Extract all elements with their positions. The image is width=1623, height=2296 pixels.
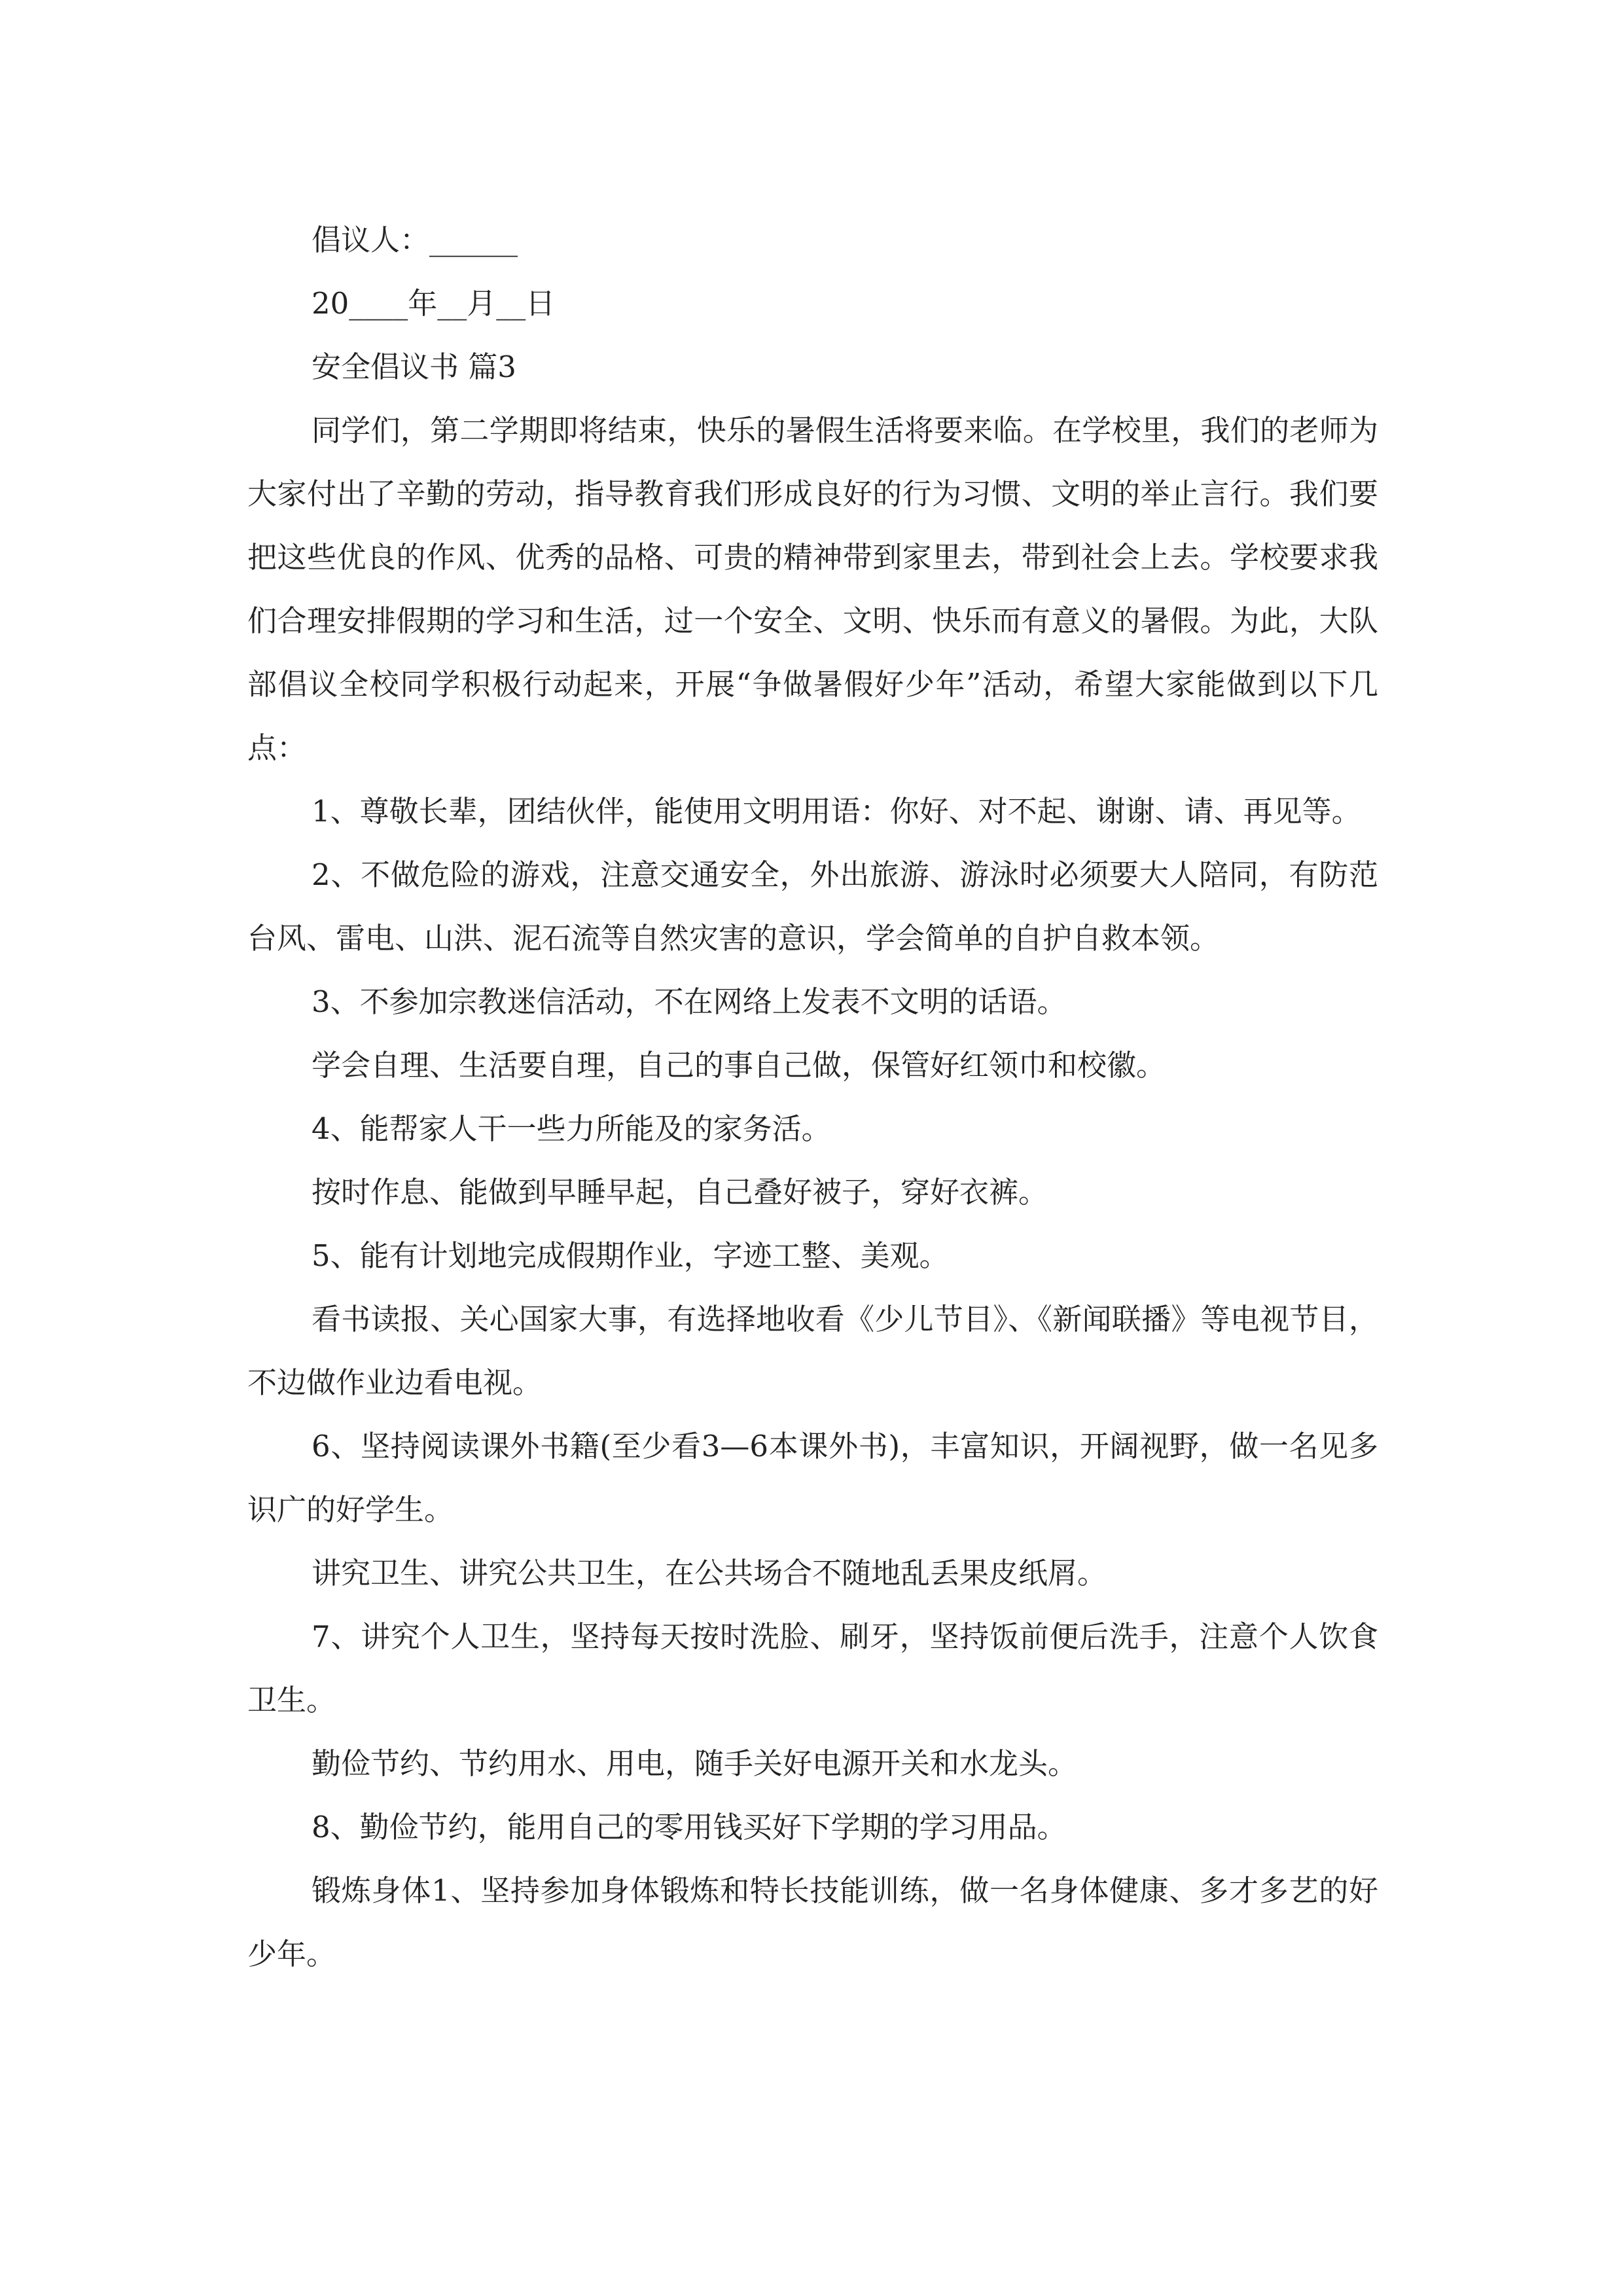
paragraph-self-care: 学会自理、生活要自理，自己的事自己做，保管好红领巾和校徽。 [312,1048,1166,1083]
paragraph-item-6: 6、坚持阅读课外书籍(至少看3—6本课外书)，丰富知识，开阔视野，做一名见多识广的好学生。 [247,1429,1378,1527]
paragraph-item-5: 5、能有计划地完成假期作业，字迹工整、美观。 [312,1238,949,1273]
paragraph-item-3: 3、不参加宗教迷信活动，不在网络上发表不文明的话语。 [312,984,1067,1019]
document-page [247,208,1378,1986]
paragraph-schedule: 按时作息、能做到早睡早起，自己叠好被子，穿好衣裤。 [312,1175,1048,1210]
paragraph-item-1: 1、尊敬长辈，团结伙伴，能使用文明用语：你好、对不起、谢谢、请、再见等。 [312,794,1361,829]
paragraph-item-2: 2、不做危险的游戏，注意交通安全，外出旅游、游泳时必须要大人陪同，有防范台风、雷电、山洪、泥石流等自然灾害的意识，学会简单的自护自救本领。 [247,857,1378,956]
paragraph-exercise: 锻炼身体1、坚持参加身体锻炼和特长技能训练，做一名身体健康、多才多艺的好少年。 [247,1873,1378,1971]
paragraph-reading-news: 看书读报、关心国家大事，有选择地收看《少儿节目》、《新闻联播》等电视节目，不边做作业边看电视。 [247,1302,1378,1400]
paragraph-item-8: 8、勤俭节约，能用自己的零用钱买好下学期的学习用品。 [312,1810,1067,1844]
paragraph-thrift: 勤俭节约、节约用水、用电，随手关好电源开关和水龙头。 [312,1746,1078,1781]
paragraph-item-7: 7、讲究个人卫生，坚持每天按时洗脸、刷牙，坚持饭前便后洗手，注意个人饮食卫生。 [247,1619,1378,1717]
signature-line: 倡议人：______ [312,223,518,257]
paragraph-public-hygiene: 讲究卫生、讲究公共卫生，在公共场合不随地乱丢果皮纸屑。 [312,1556,1107,1590]
paragraph-item-4: 4、能帮家人干一些力所能及的家务活。 [312,1111,831,1146]
date-line: 20____年__月__日 [312,286,556,321]
intro-paragraph: 同学们，第二学期即将结束，快乐的暑假生活将要来临。在学校里，我们的老师为大家付出了辛勤的劳动，指导教育我们形成良好的行为习惯、文明的举止言行。我们要把这些优良的作风、优秀的品格、可贵的精神带到家里去，带到社会上去。学校要求我们合理安排假期的学习和生活，过一个安全、文明、快乐而有意义的暑假。为此，大队部倡议全校同学积极行动起来，开展“争做暑假好少年”活动，希望大家能做到以下几点： [247,413,1378,765]
section-title: 安全倡议书 篇3 [312,350,516,384]
